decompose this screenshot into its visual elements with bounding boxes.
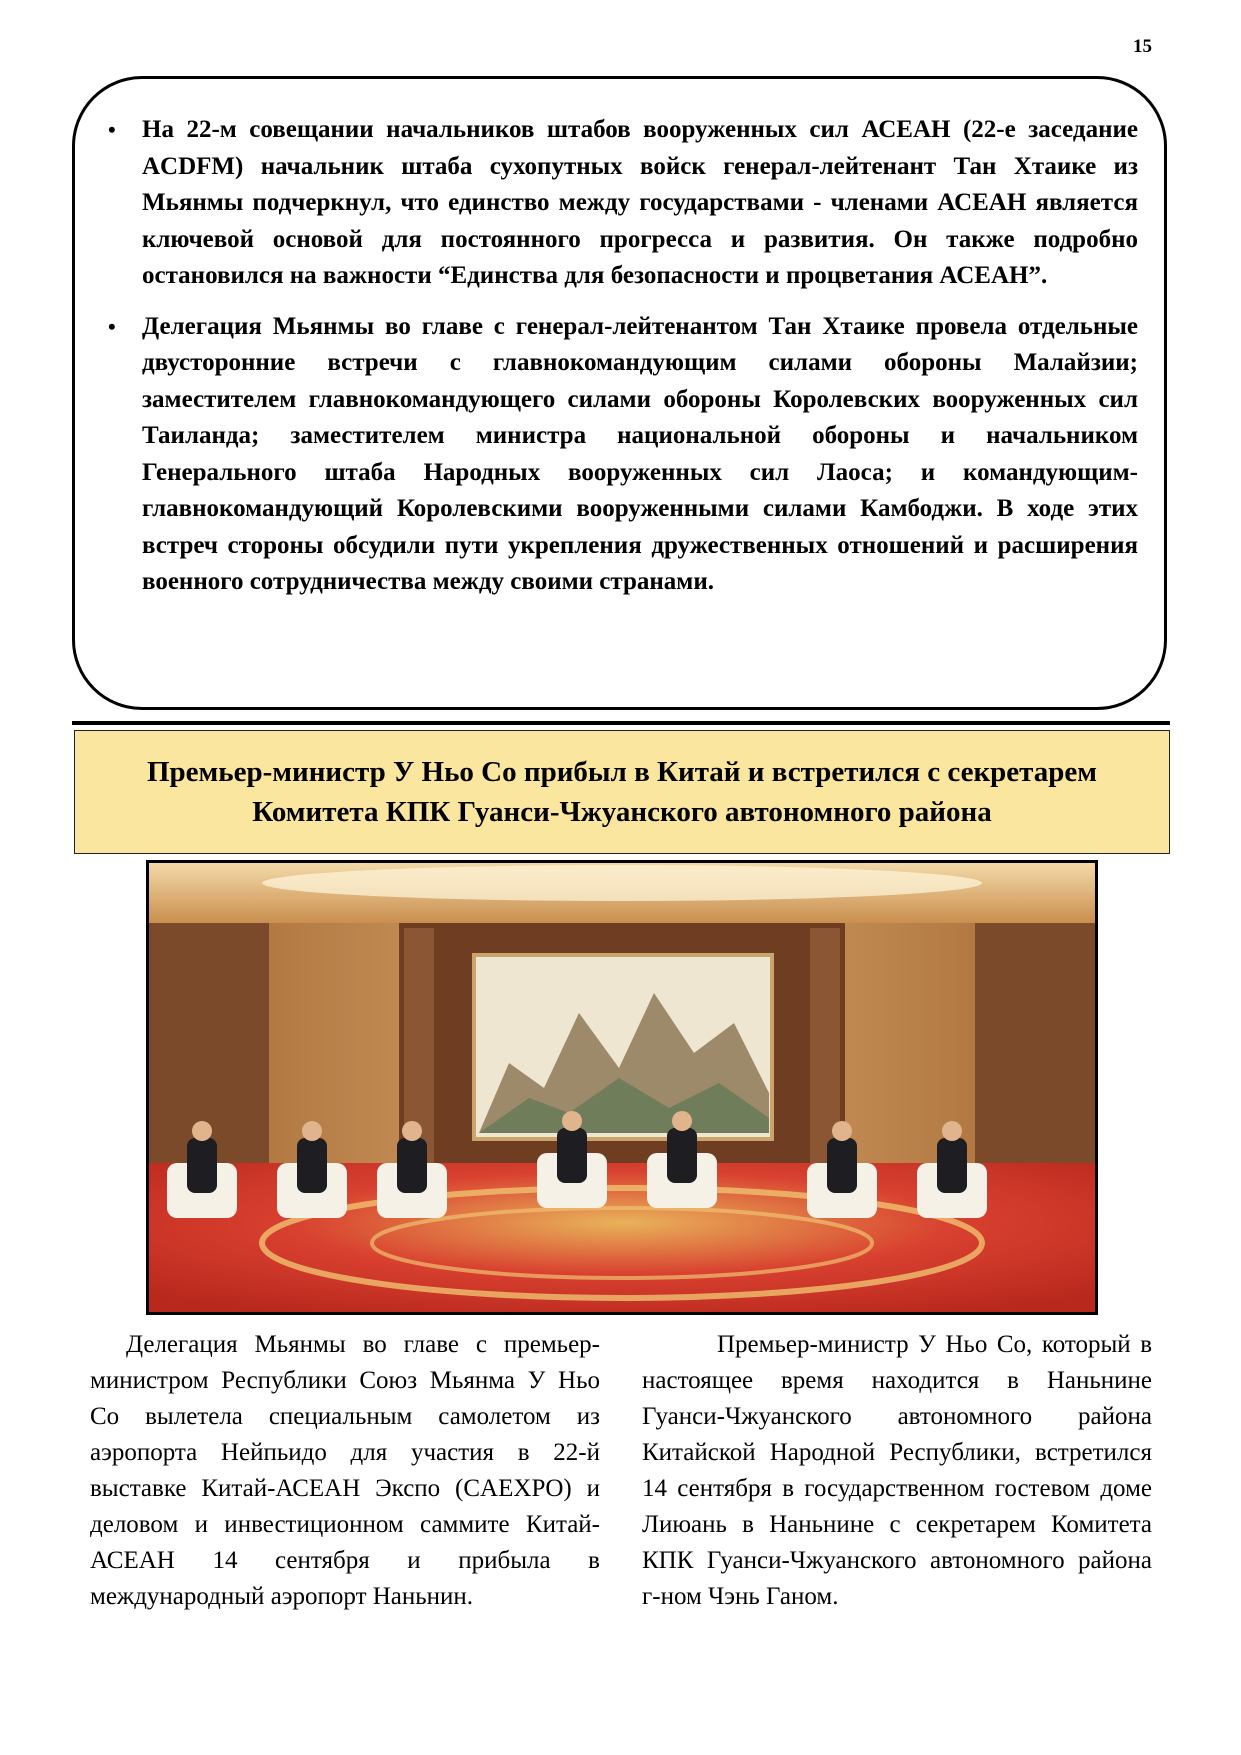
bullet-list [108,112,1138,615]
headline-line-1: Премьер-министр У Ньо Со прибыл в Китай и встретился с секретарем [146,756,1098,788]
bullet-icon: • [108,313,116,339]
meeting-hall-icon [149,863,1095,1312]
bullet-item [108,309,1138,601]
bullet-item [108,112,1138,295]
page-number: 15 [1133,36,1152,57]
article-left-column: Делегация Мьянмы во главе с премьер-министром Республики Союз Мьянма У Ньо Со вылетела специальным самолетом из аэропорта Нейпьидо для участия в 22-й выставке Китай-АСЕАН Экспо (CAEXPO) и деловом и инвестиционном саммите Китай-АСЕАН 14 сентября и прибыла в международный аэропорт Наньнин. [90,1331,600,1610]
article-right-column: Премьер-министр У Ньо Со, который в настоящее время находится в Наньнине Гуанси-Чжуанского автономного района Китайской Народной Республики, встретился 14 сентября в государственном гостевом доме Лиюань в Наньнине с секретарем Комитета КПК Гуанси-Чжуанского автономного района г-ном Чэнь Ганом. [642,1331,1152,1610]
bullet-text: Делегация Мьянмы во главе с генерал-лейтенантом Тан Хтаике провела отдельные двусторонние встречи с главнокомандующим силами обороны Малайзии; заместителем главнокомандующего силами обороны Королевских вооруженных сил Таиланда; заместителем министра национальной обороны и начальником Генерального штаба Народных вооруженных сил Лаоса; и командующим- главнокомандующий Королевскими вооруженными силами Камбоджи. В ходе этих встреч стороны обсудили пути укрепления дружественных отношений и расширения военного сотрудничества между своими странами. [142,312,1138,595]
section-divider [72,721,1170,725]
bullet-icon: • [108,117,116,142]
headline [74,730,1170,854]
bullet-text: На 22-м совещании начальников штабов вооруженных сил АСЕАН (22-е заседание ACDFM) начальник штаба сухопутных войск генерал-лейтенант Тан Хтаике из Мьянмы подчеркнул, что единство между государствами - членами АСЕАН является ключевой основой для постоянного прогресса и развития. Он также подробно остановился на важности “Единства для безопасности и процветания АСЕАН”. [142,116,1138,289]
headline-line-2: Комитета КПК Гуанси-Чжуанского автономного района [252,796,992,828]
meeting-photo [146,860,1098,1315]
